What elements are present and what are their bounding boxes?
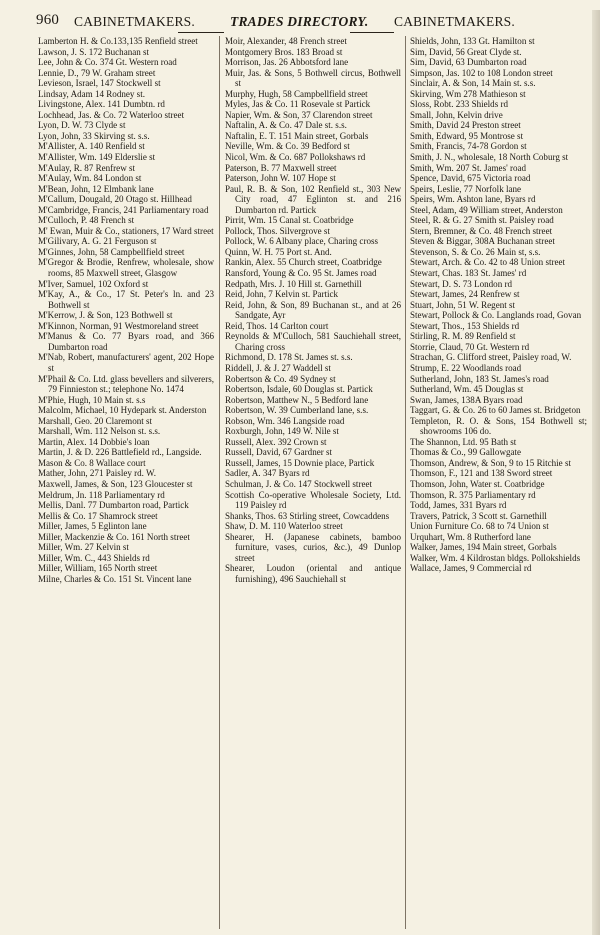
directory-entry: M'Manus & Co. 77 Byars road, and 366 Dumbarton road bbox=[38, 331, 214, 352]
directory-entry: Montgomery Bros. 183 Broad st bbox=[225, 46, 343, 57]
directory-entry: Lee, John & Co. 374 Gt. Western road bbox=[38, 57, 177, 68]
column-divider bbox=[405, 36, 406, 929]
directory-entry: Russell, Alex. 392 Crown st bbox=[225, 436, 327, 447]
page-header bbox=[0, 12, 600, 32]
directory-entry: Simpson, Jas. 102 to 108 London street bbox=[410, 67, 553, 78]
directory-entry: M'Nab, Robert, manufacturers' agent, 202 Hope st bbox=[38, 352, 214, 373]
directory-entry: Pollock, Thos. Silvergrove st bbox=[225, 225, 330, 236]
directory-entry: Miller, William, 165 North street bbox=[38, 563, 158, 574]
directory-entry: Moir, Alexander, 48 French street bbox=[225, 36, 347, 46]
directory-entry: Mason & Co. 8 Wallace court bbox=[38, 457, 146, 468]
directory-entry: The Shannon, Ltd. 95 Bath st bbox=[410, 436, 517, 447]
column-divider bbox=[219, 36, 220, 929]
directory-entry: Martin, Alex. 14 Dobbie's loan bbox=[38, 436, 150, 447]
directory-entry: Steven & Biggar, 308A Buchanan street bbox=[410, 236, 555, 247]
directory-entry: Russell, David, 67 Gardner st bbox=[225, 447, 333, 458]
directory-entry: Naftalin, E. T. 151 Main street, Gorbals bbox=[225, 130, 369, 141]
directory-entry: Miller, Mackenzie & Co. 161 North street bbox=[38, 531, 190, 542]
directory-entry: Robertson & Co. 49 Sydney st bbox=[225, 373, 336, 384]
directory-entry: Miller, Wm. C., 443 Shields rd bbox=[38, 552, 150, 563]
directory-entry: M'Gilivary, A. G. 21 Ferguson st bbox=[38, 236, 157, 247]
directory-entry: Miller, James, 5 Eglinton lane bbox=[38, 521, 147, 532]
directory-entry: Napier, Wm. & Son, 37 Clarendon street bbox=[225, 109, 373, 120]
directory-entry: Lyon, John, 33 Skirving st. s.s. bbox=[38, 130, 150, 141]
directory-entry: Marshall, Geo. 20 Claremont st bbox=[38, 415, 153, 426]
directory-entry: Walker, James, 194 Main street, Gorbals bbox=[410, 542, 557, 553]
directory-entry: M'Culloch, P. 48 French st bbox=[38, 215, 135, 226]
directory-entry: M'Aulay, Wm. 84 London st bbox=[38, 173, 142, 184]
directory-entry: Sloss, Robt. 233 Shields rd bbox=[410, 99, 509, 110]
directory-entry: Travers, Patrick, 3 Scott st. Garnethill bbox=[410, 510, 547, 521]
directory-entry: Sutherland, Wm. 45 Douglas st bbox=[410, 384, 524, 395]
directory-entry: Reid, Thos. 14 Carlton court bbox=[225, 320, 329, 331]
directory-entry: Schulman, J. & Co. 147 Stockwell street bbox=[225, 478, 372, 489]
directory-entry: Thomson, R. 375 Parliamentary rd bbox=[410, 489, 536, 500]
directory-entry: M'Ginnes, John, 58 Campbellfield street bbox=[38, 246, 185, 257]
directory-entry: Sadler, A. 347 Byars rd bbox=[225, 468, 310, 479]
directory-entry: Spence, David, 675 Victoria road bbox=[410, 173, 531, 184]
directory-entry: Lawson, J. S. 172 Buchanan st bbox=[38, 46, 150, 57]
directory-entry: Quinn, W. H. 75 Port st. And. bbox=[225, 246, 332, 257]
directory-entry: Robertson, Matthew N., 5 Bedford lane bbox=[225, 394, 369, 405]
directory-entry: Swan, James, 138A Byars road bbox=[410, 394, 523, 405]
directory-entry: Myles, Jas & Co. 11 Rosevale st Partick bbox=[225, 99, 371, 110]
header-rule-left bbox=[178, 32, 224, 33]
directory-entry: Stevenson, S. & Co. 26 Main st, s.s. bbox=[410, 246, 541, 257]
directory-entry: M'Kinnon, Norman, 91 Westmoreland street bbox=[38, 320, 199, 331]
directory-entry: M'Aulay, R. 87 Renfrew st bbox=[38, 162, 136, 173]
directory-entry: Union Furniture Co. 68 to 74 Union st bbox=[410, 521, 549, 532]
directory-entry: Shearer, Loudon (oriental and antique furnishing), 496 Sauchiehall st bbox=[225, 563, 401, 584]
directory-entry: M'Callum, Dougald, 20 Otago st. Hillhead bbox=[38, 194, 192, 205]
header-center-title: TRADES DIRECTORY. bbox=[230, 14, 369, 29]
directory-entry: Shields, John, 133 Gt. Hamilton st bbox=[410, 36, 535, 46]
directory-entry: Strachan, G. Clifford street, Paisley road, W. bbox=[410, 352, 572, 363]
directory-entry: Templeton, R. O. & Sons, 154 Bothwell st; showrooms 106 do. bbox=[410, 415, 587, 437]
directory-entry: Milne, Charles & Co. 151 St. Vincent lane bbox=[38, 573, 192, 584]
directory-entry: Robertson, W. 39 Cumberland lane, s.s. bbox=[225, 405, 369, 416]
directory-entry: M'Phail & Co. Ltd. glass bevellers and silverers, 79 Finnieston st.; telephone No. 1474 bbox=[38, 373, 214, 395]
header-left-title: CABINETMAKERS. bbox=[74, 14, 195, 29]
directory-entry: Sim, David, 63 Dumbarton road bbox=[410, 57, 527, 68]
directory-entry: Mellis & Co. 17 Shamrock street bbox=[38, 510, 158, 521]
directory-entry: Smith, David 24 Preston street bbox=[410, 120, 521, 131]
directory-entry: Thomas & Co., 99 Gallowgate bbox=[410, 447, 522, 458]
directory-entry: Naftalin, A. & Co. 47 Dale st. s.s. bbox=[225, 120, 347, 131]
directory-entry: Lamberton H. & Co.133,135 Renfield street bbox=[38, 36, 198, 46]
directory-entry: Meldrum, Jn. 118 Parliamentary rd bbox=[38, 489, 165, 500]
directory-entry: Martin, J. & D. 226 Battlefield rd., Langside. bbox=[38, 447, 202, 458]
directory-entry: M'Allister, A. 140 Renfield st bbox=[38, 141, 145, 152]
directory-entry: Taggart, G. & Co. 26 to 60 James st. Bridgeton bbox=[410, 405, 581, 416]
directory-entry: Rankin, Alex. 55 Church street, Coatbridge bbox=[225, 257, 382, 268]
directory-entry: Richmond, D. 178 St. James st. s.s. bbox=[225, 352, 353, 363]
directory-entry: Stewart, Thos., 153 Shields rd bbox=[410, 320, 520, 331]
directory-entry: Speirs, Leslie, 77 Norfolk lane bbox=[410, 183, 522, 194]
directory-entry: Thomson, John, Water st. Coatbridge bbox=[410, 478, 545, 489]
directory-entry: Smith, Wm. 207 St. James' road bbox=[410, 162, 527, 173]
directory-entry: Reid, John, 7 Kelvin st. Partick bbox=[225, 289, 339, 300]
directory-entry: Marshall, Wm. 112 Nelson st. s.s. bbox=[38, 426, 161, 437]
directory-entry: M'Gregor & Brodie, Renfrew, wholesale, show rooms, 85 Maxwell street, Glasgow bbox=[38, 257, 214, 279]
directory-entry: Stewart, Pollock & Co. Langlands road, Govan bbox=[410, 310, 582, 321]
directory-entry: Steel, Adam, 49 William street, Anderston bbox=[410, 204, 563, 215]
directory-entry: Paul, R. B. & Son, 102 Renfield st., 303 New City road, 47 Eglinton st. and 216 Dumbarton rd. Partick bbox=[225, 183, 401, 215]
directory-entry: Paterson, John W. 107 Hope st bbox=[225, 173, 336, 184]
directory-entry: Todd, James, 331 Byars rd bbox=[410, 500, 507, 511]
directory-entry: Thomson, F., 121 and 138 Sword street bbox=[410, 468, 553, 479]
directory-entry: Storrie, Claud, 70 Gt. Western rd bbox=[410, 341, 530, 352]
directory-entry: Sim, David, 56 Great Clyde st. bbox=[410, 46, 522, 57]
directory-entry: Sinclair, A. & Son, 14 Main st. s.s. bbox=[410, 78, 536, 89]
directory-entry: Stuart, John, 51 W. Regent st bbox=[410, 299, 516, 310]
directory-entry: Smith, J. N., wholesale, 18 North Coburg st bbox=[410, 152, 569, 163]
directory-entry: Morrison, Jas. 26 Abbotsford lane bbox=[225, 57, 349, 68]
directory-entry: Miller, Wm. 27 Kelvin st bbox=[38, 542, 129, 553]
directory-entry: M'Cambridge, Francis, 241 Parliamentary road bbox=[38, 204, 209, 215]
directory-entry: Skirving, Wm 278 Mathieson st bbox=[410, 88, 526, 99]
directory-entry: Shearer, H. (Japanese cabinets, bamboo furniture, vases, curios, &c.), 49 Dunlop street bbox=[225, 531, 401, 563]
directory-entry: Stewart, Arch. & Co. 42 to 48 Union street bbox=[410, 257, 566, 268]
directory-entry: M'Kay, A., & Co., 17 St. Peter's ln. and 23 Bothwell st bbox=[38, 289, 214, 310]
column-2 bbox=[225, 36, 401, 931]
directory-entry: Mellis, Danl. 77 Dumbarton road, Partick bbox=[38, 500, 189, 511]
directory-entry: Stewart, Chas. 183 St. James' rd bbox=[410, 268, 527, 279]
directory-entry: Lennie, D., 79 W. Graham street bbox=[38, 67, 156, 78]
directory-entry: Wallace, James, 9 Commercial rd bbox=[410, 563, 532, 574]
directory-entry: M'Phie, Hugh, 10 Main st. s.s bbox=[38, 394, 146, 405]
directory-entry: Malcolm, Michael, 10 Hydepark st. Anderston bbox=[38, 405, 207, 416]
directory-entry: Sutherland, John, 183 St. James's road bbox=[410, 373, 549, 384]
directory-entry: M' Ewan, Muir & Co., stationers, 17 Ward street bbox=[38, 225, 214, 236]
directory-entry: Lindsay, Adam 14 Rodney st. bbox=[38, 88, 145, 99]
directory-entry: Neville, Wm. & Co. 39 Bedford st bbox=[225, 141, 350, 152]
header-right-title: CABINETMAKERS. bbox=[394, 14, 515, 29]
directory-entry: Paterson, B. 77 Maxwell street bbox=[225, 162, 337, 173]
directory-entry: Maxwell, James, & Son, 123 Gloucester st bbox=[38, 478, 193, 489]
directory-entry: Muir, Jas. & Sons, 5 Bothwell circus, Bothwell st bbox=[225, 67, 401, 89]
directory-entry: Stewart, D. S. 73 London rd bbox=[410, 278, 513, 289]
directory-entry: Scottish Co-operative Wholesale Society, Ltd. 119 Paisley rd bbox=[225, 489, 401, 511]
column-1 bbox=[38, 36, 214, 931]
directory-entry: Levieson, Israel, 147 Stockwell st bbox=[38, 78, 161, 89]
directory-entry: Smith, Edward, 95 Montrose st bbox=[410, 130, 524, 141]
directory-entry: Russell, James, 15 Downie place, Partick bbox=[225, 457, 375, 468]
directory-entry: Livingstone, Alex. 141 Dumbtn. rd bbox=[38, 99, 165, 110]
directory-entry: Urquhart, Wm. 8 Rutherford lane bbox=[410, 531, 531, 542]
directory-entry: Thomson, Andrew, & Son, 9 to 15 Ritchie st bbox=[410, 457, 571, 468]
page-number: 960 bbox=[36, 12, 60, 28]
directory-entry: Mather, John, 271 Paisley rd. W. bbox=[38, 468, 156, 479]
page-edge bbox=[592, 10, 600, 935]
directory-entry: Lochhead, Jas. & Co. 72 Waterloo street bbox=[38, 109, 185, 120]
directory-entry: Stewart, James, 24 Renfrew st bbox=[410, 289, 520, 300]
directory-entry: Pollock, W. 6 Albany place, Charing cross bbox=[225, 236, 379, 247]
directory-entry: Roxburgh, John, 149 W. Nile st bbox=[225, 426, 339, 437]
directory-entry: Robson, Wm. 346 Langside road bbox=[225, 415, 345, 426]
directory-entry: Walker, Wm. 4 Kildrostan bldgs. Pollokshields bbox=[410, 552, 581, 563]
directory-entry: Nicol, Wm. & Co. 687 Pollokshaws rd bbox=[225, 152, 366, 163]
column-3 bbox=[410, 36, 587, 931]
directory-entry: Shaw, D. M. 110 Waterloo street bbox=[225, 521, 343, 532]
directory-entry: Riddell, J. & J. 27 Waddell st bbox=[225, 362, 331, 373]
directory-entry: Redpath, Mrs. J. 10 Hill st. Garnethill bbox=[225, 278, 362, 289]
directory-entry: M'Kerrow, J. & Son, 123 Bothwell st bbox=[38, 310, 173, 321]
directory-entry: M'Iver, Samuel, 102 Oxford st bbox=[38, 278, 149, 289]
header-rule-right bbox=[350, 32, 394, 33]
directory-entry: Shanks, Thos. 63 Stirling street, Cowcaddens bbox=[225, 510, 390, 521]
directory-entry: M'Bean, John, 12 Elmbank lane bbox=[38, 183, 154, 194]
directory-entry: Smith, Francis, 74-78 Gordon st bbox=[410, 141, 527, 152]
directory-entry: Reynolds & M'Culloch, 581 Sauchiehall street, Charing cross bbox=[225, 331, 401, 352]
directory-entry: Stern, Bremner, & Co. 48 French street bbox=[410, 225, 553, 236]
directory-entry: Steel, R. & G. 27 Smith st. Paisley road bbox=[410, 215, 554, 226]
directory-entry: Robertson, Isdale, 60 Douglas st. Partick bbox=[225, 384, 373, 395]
directory-entry: Strump, E. 22 Woodlands road bbox=[410, 362, 522, 373]
directory-entry: Lyon, D. W. 73 Clyde st bbox=[38, 120, 126, 131]
directory-entry: Small, John, Kelvin drive bbox=[410, 109, 503, 120]
directory-entry: Speirs, Wm. Ashton lane, Byars rd bbox=[410, 194, 536, 205]
directory-entry: Murphy, Hugh, 58 Campbellfield street bbox=[225, 88, 368, 99]
directory-entry: Reid, John, & Son, 89 Buchanan st., and at 26 Sandgate, Ayr bbox=[225, 299, 401, 321]
directory-entry: Ransford, Young & Co. 95 St. James road bbox=[225, 268, 377, 279]
directory-entry: M'Allister, Wm. 149 Elderslie st bbox=[38, 152, 156, 163]
directory-entry: Stirling, R. M. 89 Renfield st bbox=[410, 331, 516, 342]
directory-entry: Pirrit, Wm. 15 Canal st. Coatbridge bbox=[225, 215, 354, 226]
